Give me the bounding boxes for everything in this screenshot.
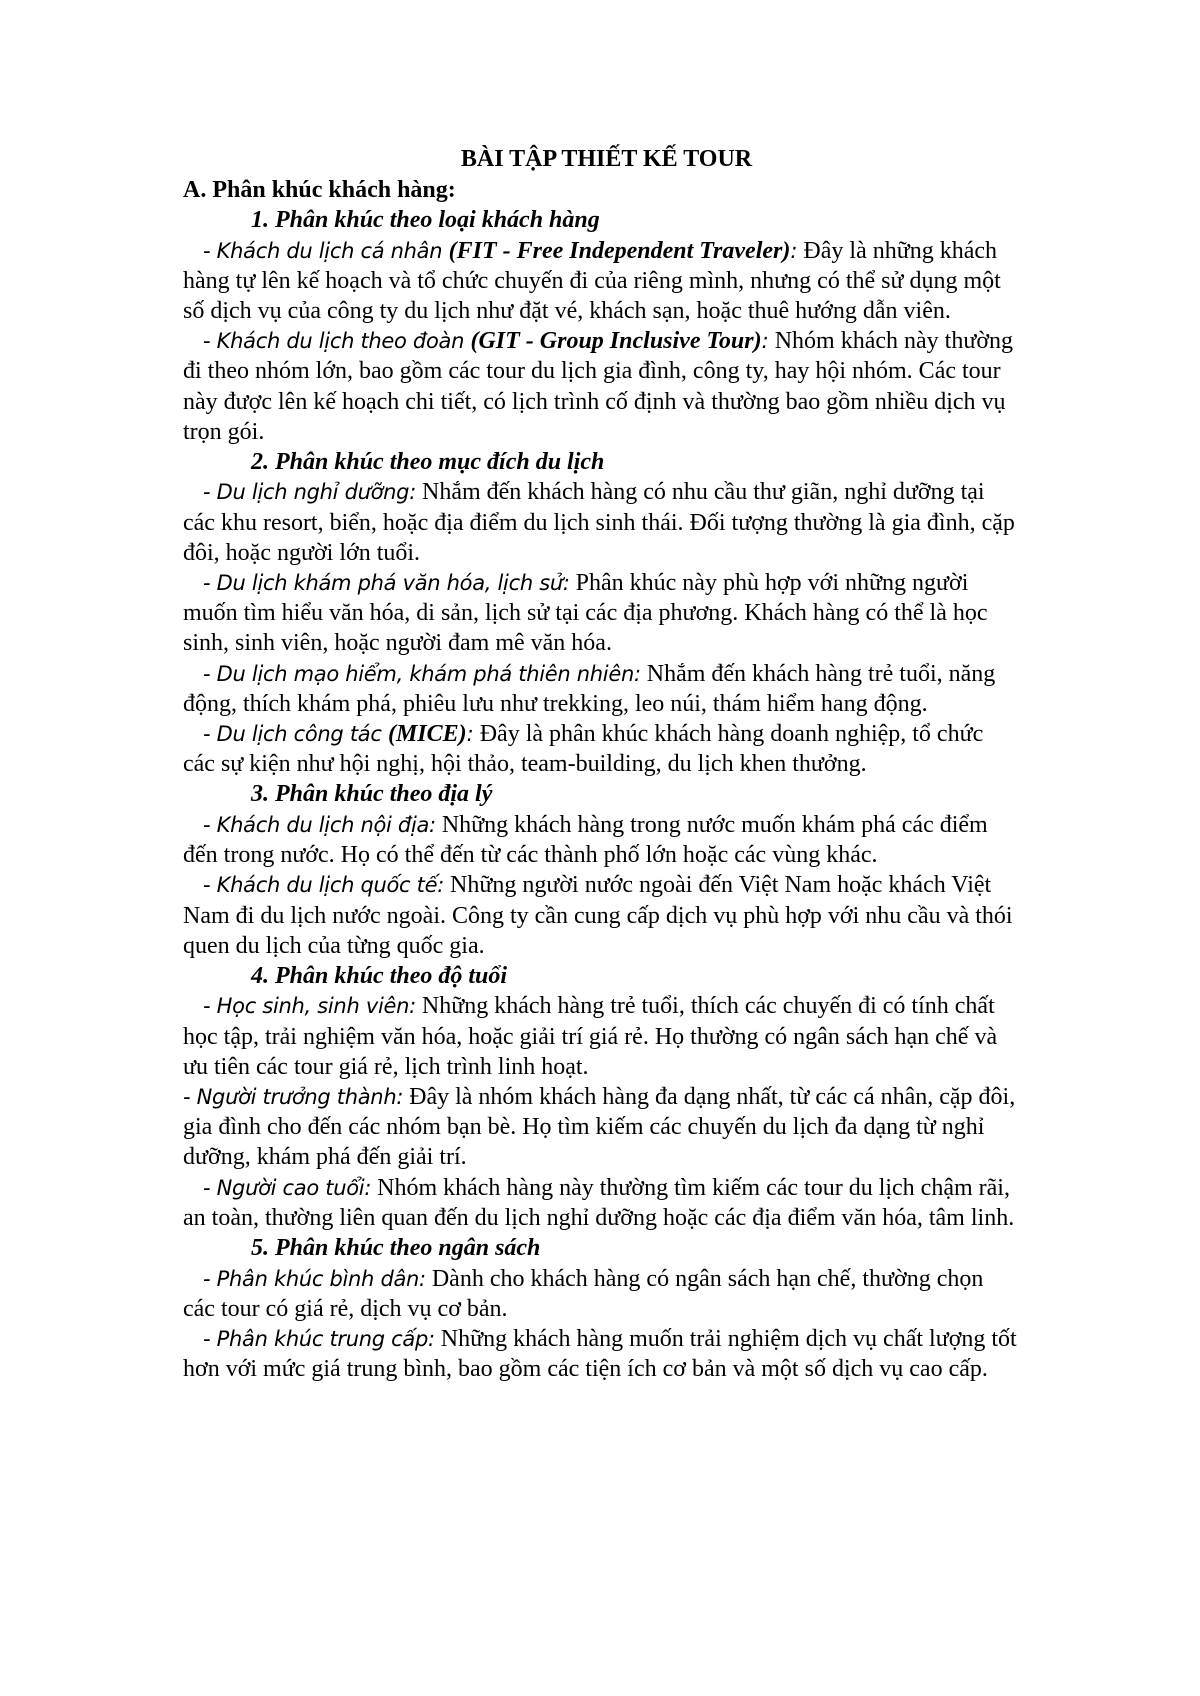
subsection-heading: 1. Phân khúc theo loại khách hàng [251,207,600,233]
item-lead: - Du lịch mạo hiểm, khám phá thiên nhiên: [203,661,641,686]
item-body: Đây là phân khúc khách hàng doanh nghiệp, tổ chức các sự kiện như hội nghị, hội thảo, team-building, du lịch khen thưởng. [183,721,984,778]
paragraph-item [183,810,1020,870]
subsection-heading: 5. Phân khúc theo ngân sách [251,1235,541,1262]
item-body: Phân khúc này phù hợp với những người muốn tìm hiểu văn hóa, di sản, lịch sử tại các địa phương. Khách hàng có thể là học sinh, sinh viên, hoặc người đam mê văn hóa. [183,570,988,657]
item-lead: - Khách du lịch nội địa: [203,812,436,837]
item-body: Nhóm khách hàng này thường tìm kiếm các tour du lịch chậm rãi, an toàn, thường liên quan đến du lịch nghỉ dưỡng hoặc các địa điểm văn hóa, tâm linh. [183,1174,1015,1231]
item-lead: - Khách du lịch cá nhân [203,238,449,263]
item-abbreviation: (FIT - Free Independent Traveler) [448,237,791,264]
item-body: Nhắm đến khách hàng trẻ tuổi, năng động, thích khám phá, phiêu lưu như trekking, leo núi, thám hiểm hang động. [183,660,996,717]
item-lead: - Du lịch nghỉ dưỡng: [203,480,416,505]
subsection-heading: 2. Phân khúc theo mục đích du lịch [251,448,605,475]
item-lead: - Học sinh, sinh viên: [203,994,416,1019]
item-lead: - Khách du lịch quốc tế: [203,873,444,898]
item-abbreviation: (MICE) [387,721,467,748]
item-colon: : [790,238,798,263]
paragraph-item [183,719,1020,779]
paragraph-item [183,477,1020,568]
item-lead: - Du lịch khám phá văn hóa, lịch sử: [203,571,570,596]
item-body: Những khách hàng muốn trải nghiệm dịch vụ chất lượng tốt hơn với mức giá trung bình, bao gồm các tiện ích cơ bản và một số dịch vụ cao cấp. [183,1326,1017,1383]
item-abbreviation: (GIT - Group Inclusive Tour) [470,328,762,355]
item-lead: - Người cao tuổi: [203,1175,372,1200]
item-body: Đây là những khách hàng tự lên kế hoạch và tổ chức chuyến đi của riêng mình, nhưng có thể sử dụng một số dịch vụ của công ty du lịch như đặt vé, khách sạn, hoặc thuê hướng dẫn viên. [183,237,1001,324]
subsection-heading: 4. Phân khúc theo độ tuổi [251,962,508,989]
item-body: Nhóm khách này thường đi theo nhóm lớn, bao gồm các tour du lịch gia đình, công ty, hay hội nhóm. Các tour này được lên kế hoạch chi tiết, có lịch trình cố định và thường bao gồm nhiều dịch vụ trọn gói. [183,328,1014,445]
paragraph-item [183,568,1020,659]
item-body: Những khách hàng trẻ tuổi, thích các chuyến đi có tính chất học tập, trải nghiệm văn hóa, hoặc giải trí giá rẻ. Họ thường có ngân sách hạn chế và ưu tiên các tour giá rẻ, lịch trình linh hoạt. [183,993,998,1080]
subsection-heading: 3. Phân khúc theo địa lý [251,781,493,808]
item-colon: : [761,329,769,354]
item-colon: : [466,722,474,747]
paragraph-item [183,326,1020,447]
document-title: BÀI TẬP THIẾT KẾ TOUR [460,146,753,172]
paragraph-item [183,1173,1020,1233]
paragraph-item [183,236,1020,327]
item-body: Những khách hàng trong nước muốn khám phá các điểm đến trong nước. Họ có thể đến từ các thành phố lớn hoặc các vùng khác. [183,811,988,869]
item-lead: - Khách du lịch theo đoàn [203,329,471,354]
item-body: Đây là nhóm khách hàng đa dạng nhất, từ các cá nhân, cặp đôi, gia đình cho đến các nhóm bạn bè. Họ tìm kiếm các chuyến du lịch đa dạng từ nghỉ dưỡng, khám phá đến giải trí. [183,1084,1016,1171]
item-body: Dành cho khách hàng có ngân sách hạn chế, thường chọn các tour có giá rẻ, dịch vụ cơ bản. [183,1265,984,1322]
item-lead: - Du lịch công tác [203,722,388,747]
paragraph-item [183,870,1020,961]
section-a-heading: A. Phân khúc khách hàng: [183,177,456,203]
item-lead: - Phân khúc trung cấp: [203,1327,435,1351]
item-lead: - Người trưởng thành: [183,1085,404,1110]
paragraph-item [183,1082,1020,1173]
paragraph-item [183,1264,1020,1324]
paragraph-item [183,659,1020,719]
item-body: Những người nước ngoài đến Việt Nam hoặc khách Việt Nam đi du lịch nước ngoài. Công ty cần cung cấp dịch vụ phù hợp với nhu cầu và thói quen du lịch của từng quốc gia. [183,872,1013,959]
paragraph-item [183,1324,1020,1384]
document-body [183,205,1020,1384]
item-lead: - Phân khúc bình dân: [203,1266,426,1291]
paragraph-item [183,991,1020,1082]
item-body: Nhắm đến khách hàng có nhu cầu thư giãn, nghỉ dưỡng tại các khu resort, biển, hoặc địa điểm du lịch sinh thái. Đối tượng thường là gia đình, cặp đôi, hoặc người lớn tuổi. [183,479,1015,566]
